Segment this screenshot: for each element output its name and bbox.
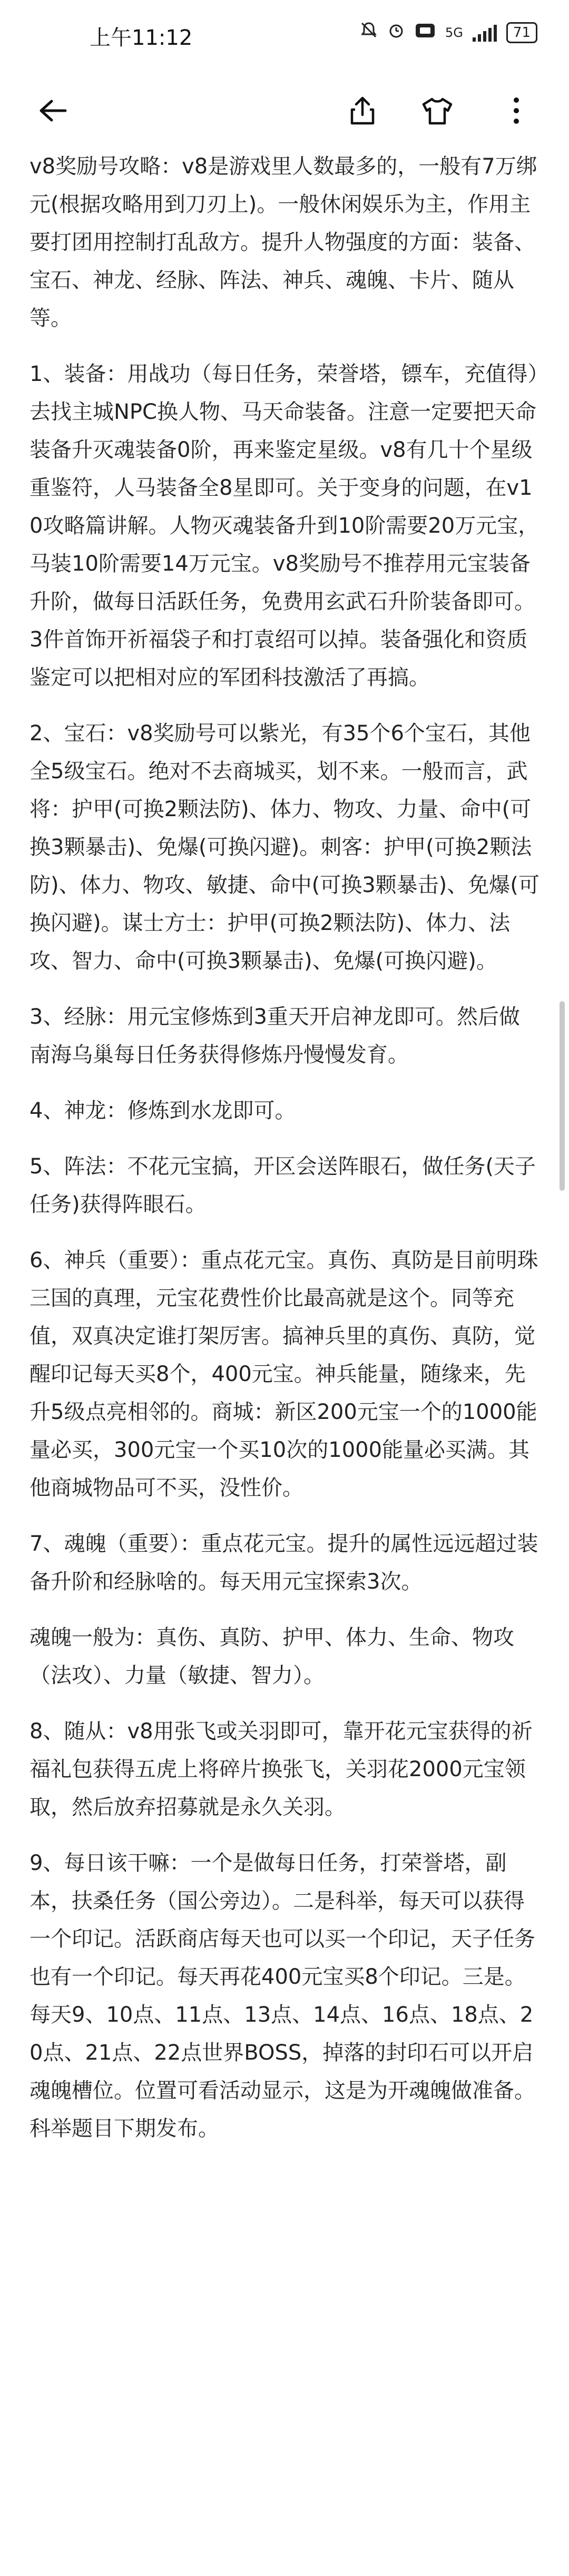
article-content bbox=[0, 148, 569, 2148]
article-paragraph: 9、每日该干嘛：一个是做每日任务，打荣誉塔，副本，扶桑任务（国公旁边）。二是科举，每天可以获得一个印记。活跃商店每天也可以买一个印记，天子任务也有一个印记。每天再花400元宝买8个印记。三是。每天9、10点、11点、13点、14点、16点、18点、20点、21点、22点世界BOSS，掉落的封印石可以开启魂魄槽位。位置可看活动显示，这是为开魂魄做准备。科举题目下期发布。 bbox=[30, 1851, 535, 2141]
article-paragraph: v8奖励号攻略：v8是游戏里人数最多的，一般有7万绑元(根据攻略用到刀刃上)。一般休闲娱乐为主，作用主要打团用控制打乱敌方。提升人物强度的方面：装备、宝石、神龙、经脉、阵法、神兵、魂魄、卡片、随从等。 bbox=[30, 154, 537, 330]
status-time: 上午11:12 bbox=[90, 26, 193, 50]
share-button[interactable] bbox=[341, 90, 384, 132]
shirt-icon bbox=[420, 96, 454, 125]
alarm-icon bbox=[387, 21, 405, 44]
status-icons bbox=[360, 21, 537, 44]
article-paragraph: 6、神兵（重要）：重点花元宝。真伤、真防是目前明珠三国的真理，元宝花费性价比最高就是这个。同等充值，双真决定谁打架厉害。搞神兵里的真伤、真防，觉醒印记每天买8个，400元宝。神兵能量，随缘来，先升5级点亮相邻的。商城：新区200元宝一个的1000能量必买，300元宝一个买10次的1000能量必买满。其他商城物品可不买，没性价。 bbox=[30, 1248, 538, 1500]
hd-icon bbox=[415, 22, 436, 43]
status-bar bbox=[0, 0, 569, 74]
back-button[interactable] bbox=[32, 90, 74, 132]
more-vertical-icon bbox=[511, 96, 522, 125]
share-icon bbox=[348, 95, 377, 126]
mute-icon bbox=[360, 21, 378, 44]
article-paragraph: 8、随从：v8用张飞或关羽即可，靠开花元宝获得的祈福礼包获得五虎上将碎片换张飞，关羽花2000元宝领取，然后放弃招募就是永久关羽。 bbox=[30, 1719, 533, 1819]
article-paragraph: 7、魂魄（重要）：重点花元宝。提升的属性远远超过装备升阶和经脉啥的。每天用元宝探索3次。 bbox=[30, 1532, 538, 1594]
battery-icon: 71 bbox=[506, 22, 537, 43]
arrow-left-icon bbox=[37, 98, 68, 123]
article-paragraph: 4、神龙：修炼到水龙即可。 bbox=[30, 1099, 296, 1123]
scrollbar-thumb[interactable] bbox=[560, 1001, 565, 1191]
article-paragraph: 5、阵法：不花元宝搞，开区会送阵眼石，做任务(天子任务)获得阵眼石。 bbox=[30, 1154, 536, 1217]
article-paragraph: 3、经脉：用元宝修炼到3重天开启神龙即可。然后做南海乌巢每日任务获得修炼丹慢慢发育。 bbox=[30, 1005, 520, 1067]
network-label: 5G bbox=[445, 25, 463, 40]
signal-icon bbox=[473, 24, 497, 42]
shirt-button[interactable] bbox=[416, 90, 458, 132]
toolbar bbox=[0, 74, 569, 148]
article-paragraph: 1、装备：用战功（每日任务，荣誉塔，镖车，充值得）去找主城NPC换人物、马天命装备。注意一定要把天命装备升灭魂装备0阶，再来鉴定星级。v8有几十个星级重鉴符，人马装备全8星即可。关于变身的问题，在v10攻略篇讲解。人物灭魂装备升到10阶需要20万元宝，马装10阶需要14万元宝。v8奖励号不推荐用元宝装备升阶，做每日活跃任务，免费用玄武石升阶装备即可。3件首饰开祈福袋子和打袁绍可以掉。装备强化和资质鉴定可以把相对应的军团科技激活了再搞。 bbox=[30, 362, 539, 690]
more-button[interactable] bbox=[495, 90, 537, 132]
article-paragraph: 魂魄一般为：真伤、真防、护甲、体力、生命、物攻（法攻）、力量（敏捷、智力）。 bbox=[30, 1625, 514, 1688]
article-paragraph: 2、宝石：v8奖励号可以紫光，有35个6个宝石，其他全5级宝石。绝对不去商城买，划不来。一般而言，武将：护甲(可换2颗法防)、体力、物攻、力量、命中(可换3颗暴击)、免爆(可换闪避)。刺客：护甲(可换2颗法防)、体力、物攻、敏捷、命中(可换3颗暴击)、免爆(可换闪避)。谋士方士：护甲(可换2颗法防)、体力、法攻、智力、命中(可换3颗暴击)、免爆(可换闪避)。 bbox=[30, 721, 539, 973]
